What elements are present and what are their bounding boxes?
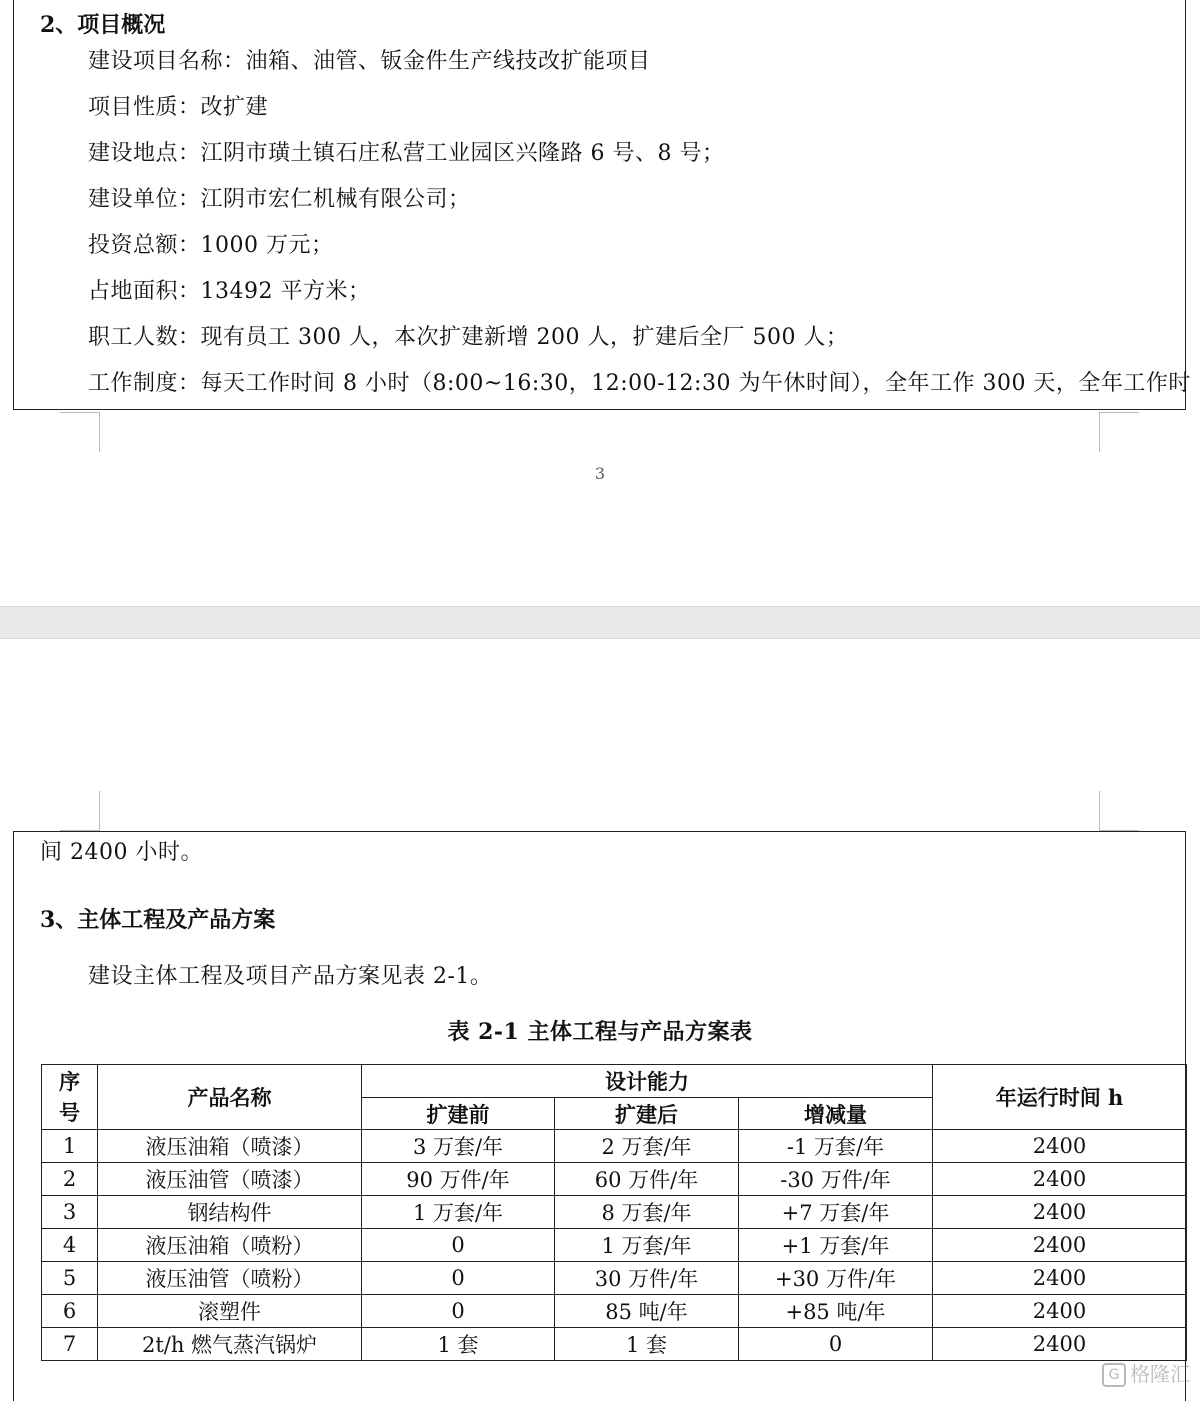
cell-seq: 6 bbox=[42, 1295, 98, 1328]
header-product-name: 产品名称 bbox=[98, 1065, 362, 1130]
cell-change: +7 万套/年 bbox=[739, 1196, 933, 1229]
margin-corner-mark bbox=[99, 791, 100, 831]
cell-after: 1 万套/年 bbox=[555, 1229, 739, 1262]
cell-hours: 2400 bbox=[933, 1262, 1187, 1295]
cell-seq: 3 bbox=[42, 1196, 98, 1229]
document-page-2 bbox=[0, 639, 1200, 1393]
margin-corner-mark bbox=[60, 412, 100, 413]
cell-after: 8 万套/年 bbox=[555, 1196, 739, 1229]
cell-product-name: 滚塑件 bbox=[98, 1295, 362, 1328]
cell-before: 90 万件/年 bbox=[362, 1163, 555, 1196]
cell-before: 0 bbox=[362, 1295, 555, 1328]
cell-before: 1 套 bbox=[362, 1328, 555, 1361]
product-plan-table bbox=[41, 1064, 1187, 1361]
page-number: 3 bbox=[594, 464, 606, 483]
header-after-expansion: 扩建后 bbox=[555, 1098, 739, 1130]
cell-hours: 2400 bbox=[933, 1196, 1187, 1229]
cell-change: +30 万件/年 bbox=[739, 1262, 933, 1295]
section-heading-project-overview: 2、项目概况 bbox=[40, 12, 166, 38]
header-change: 增减量 bbox=[739, 1098, 933, 1130]
cell-after: 1 套 bbox=[555, 1328, 739, 1361]
cell-seq: 7 bbox=[42, 1328, 98, 1361]
cell-after: 85 吨/年 bbox=[555, 1295, 739, 1328]
cell-product-name: 钢结构件 bbox=[98, 1196, 362, 1229]
margin-corner-mark bbox=[1099, 791, 1100, 831]
cell-before: 1 万套/年 bbox=[362, 1196, 555, 1229]
table-row bbox=[42, 1328, 1187, 1361]
header-annual-hours: 年运行时间 h bbox=[933, 1065, 1187, 1130]
table-row bbox=[42, 1130, 1187, 1163]
section-heading-main-works: 3、主体工程及产品方案 bbox=[40, 907, 276, 933]
table-row bbox=[42, 1229, 1187, 1262]
table-row bbox=[42, 1196, 1187, 1229]
cell-after: 60 万件/年 bbox=[555, 1163, 739, 1196]
cell-before: 0 bbox=[362, 1229, 555, 1262]
table-row bbox=[42, 1295, 1187, 1328]
continuation-line: 间 2400 小时。 bbox=[40, 840, 203, 865]
cell-product-name: 液压油箱（喷漆） bbox=[98, 1130, 362, 1163]
watermark bbox=[1102, 1358, 1190, 1388]
cell-hours: 2400 bbox=[933, 1295, 1187, 1328]
table-header-row bbox=[42, 1065, 1187, 1098]
margin-corner-mark bbox=[1099, 412, 1139, 413]
cell-product-name: 2t/h 燃气蒸汽锅炉 bbox=[98, 1328, 362, 1361]
header-seq: 序号 bbox=[42, 1065, 98, 1130]
cell-after: 30 万件/年 bbox=[555, 1262, 739, 1295]
table-row bbox=[42, 1163, 1187, 1196]
cell-hours: 2400 bbox=[933, 1328, 1187, 1361]
cell-product-name: 液压油管（喷粉） bbox=[98, 1262, 362, 1295]
header-before-expansion: 扩建前 bbox=[362, 1098, 555, 1130]
investment-line: 投资总额：1000 万元； bbox=[88, 233, 334, 258]
cell-product-name: 液压油管（喷漆） bbox=[98, 1163, 362, 1196]
staff-line: 职工人数：现有员工 300 人，本次扩建新增 200 人，扩建后全厂 500 人； bbox=[88, 325, 849, 350]
project-nature-line: 项目性质：改扩建 bbox=[88, 95, 269, 120]
watermark-logo-icon: G bbox=[1102, 1363, 1126, 1387]
project-location-line: 建设地点：江阴市璜土镇石庄私营工业园区兴隆路 6 号、8 号； bbox=[88, 141, 725, 166]
cell-seq: 4 bbox=[42, 1229, 98, 1262]
document-page-1 bbox=[0, 0, 1200, 606]
cell-change: +85 吨/年 bbox=[739, 1295, 933, 1328]
cell-product-name: 液压油箱（喷粉） bbox=[98, 1229, 362, 1262]
cell-hours: 2400 bbox=[933, 1163, 1187, 1196]
margin-corner-mark bbox=[99, 412, 100, 452]
project-name-line: 建设项目名称：油箱、油管、钣金件生产线技改扩能项目 bbox=[88, 49, 651, 74]
table-intro-line: 建设主体工程及项目产品方案见表 2-1。 bbox=[88, 964, 493, 989]
cell-before: 3 万套/年 bbox=[362, 1130, 555, 1163]
cell-change: +1 万套/年 bbox=[739, 1229, 933, 1262]
cell-seq: 2 bbox=[42, 1163, 98, 1196]
watermark-text: 格隆汇 bbox=[1130, 1361, 1190, 1386]
cell-before: 0 bbox=[362, 1262, 555, 1295]
table-title: 表 2-1 主体工程与产品方案表 bbox=[447, 1019, 753, 1045]
cell-seq: 5 bbox=[42, 1262, 98, 1295]
margin-corner-mark bbox=[1099, 412, 1100, 452]
page-gap bbox=[0, 606, 1200, 639]
cell-change: -30 万件/年 bbox=[739, 1163, 933, 1196]
cell-hours: 2400 bbox=[933, 1130, 1187, 1163]
cell-after: 2 万套/年 bbox=[555, 1130, 739, 1163]
project-unit-line: 建设单位：江阴市宏仁机械有限公司； bbox=[88, 187, 471, 212]
work-schedule-line: 工作制度：每天工作时间 8 小时（8:00~16:30，12:00-12:30 为午休时间），全年工作 300 天，全年工作时 bbox=[88, 371, 1191, 396]
table-row bbox=[42, 1262, 1187, 1295]
cell-seq: 1 bbox=[42, 1130, 98, 1163]
header-design-capacity: 设计能力 bbox=[362, 1065, 933, 1098]
cell-change: -1 万套/年 bbox=[739, 1130, 933, 1163]
cell-change: 0 bbox=[739, 1328, 933, 1361]
cell-hours: 2400 bbox=[933, 1229, 1187, 1262]
land-area-line: 占地面积：13492 平方米； bbox=[88, 279, 371, 304]
